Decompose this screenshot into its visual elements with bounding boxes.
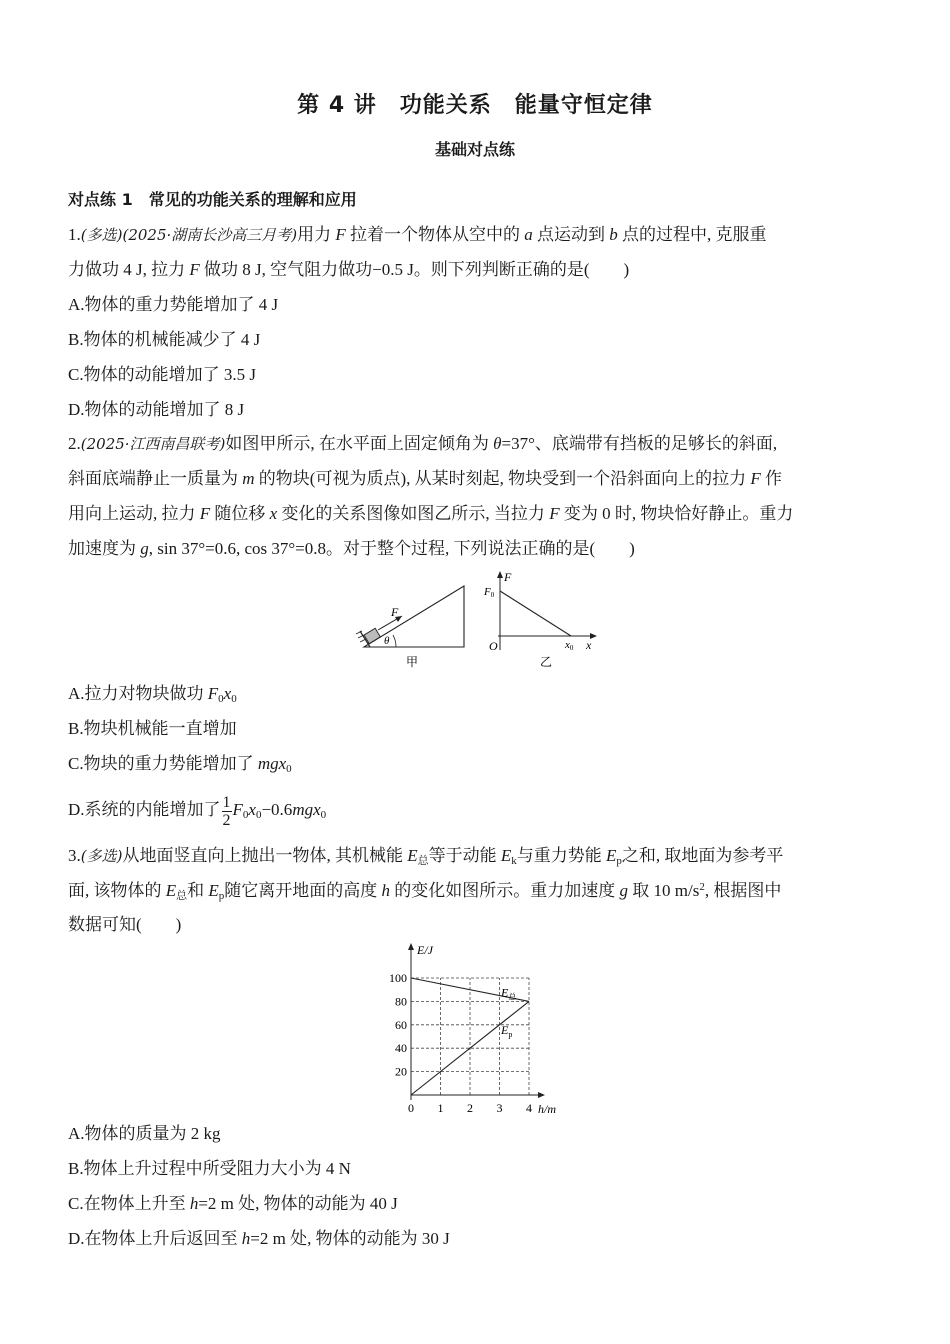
q3-stem-line-3: 数据可知( ) (68, 915, 182, 934)
y-tick-label: 60 (395, 1017, 407, 1032)
q2-figure (340, 568, 610, 672)
page-title: 第 4 讲 功能关系 能量守恒定律 (297, 93, 653, 118)
section-heading: 对点练 1 常见的功能关系的理解和应用 (68, 190, 357, 209)
q2-option-c: C.物块的重力势能增加了 mgx$_0$ (68, 754, 292, 775)
q1-option-a: A.物体的重力势能增加了 4 J (68, 295, 279, 314)
energy-height-chart (370, 940, 570, 1115)
fx-line (500, 591, 571, 636)
q2-stem-line-3: 用向上运动, 拉力 F 随位移 x 变化的关系图像如图乙所示, 当拉力 F 变为 0 时, 物块恰好静止。重力 (68, 504, 794, 523)
fx-origin-label: O (489, 639, 498, 653)
y-tick-label: 40 (395, 1041, 407, 1056)
x-tick-label: 0 (408, 1101, 414, 1115)
chart-x-axis-label: h/m (538, 1102, 556, 1115)
fx-x-label: x (586, 638, 592, 652)
x-tick-label: 3 (496, 1101, 503, 1115)
fx-x0-label: x0 (565, 639, 574, 652)
q2-stem-line-1: 2.(2025·江西南昌联考)如图甲所示, 在水平面上固定倾角为 θ=37°、底端带有挡板的足够长的斜面, (68, 434, 778, 453)
series-label-ep: $E_p$ (500, 1023, 513, 1040)
angle-label: θ (384, 635, 390, 647)
q1-option-c: C.物体的动能增加了 3.5 J (68, 365, 256, 384)
q3-stem-line-2: 面, 该物体的 $E_总$和 $E_p$随它离开地面的高度 h 的变化如图所示。重力加速度 g 取 10 $m/s^2$, 根据图中 (68, 881, 782, 902)
y-tick-label: 80 (395, 994, 407, 1009)
q3-option-c: C.在物体上升至 h=2 m 处, 物体的动能为 40 J (68, 1194, 398, 1213)
q3-option-b: B.物体上升过程中所受阻力大小为 4 N (68, 1159, 351, 1178)
q3-stem-line-1: 3.(多选)从地面竖直向上抛出一物体, 其机械能 $E_总$等于动能 $E_k$与重力势能 $E_p$之和, 取地面为参考平 (68, 846, 784, 867)
force-label: F (391, 605, 399, 619)
figure-jia-label: 甲 (406, 655, 419, 669)
fraction-one-half: $\frac{1}{2}$ (222, 793, 231, 829)
q2-option-b: B.物块机械能一直增加 (68, 719, 237, 738)
angle-arc (393, 635, 396, 647)
q1-stem-line-2: 力做功 4 J, 拉力 F 做功 8 J, 空气阻力做功−0.5 J。则下列判断正确的是( ) (68, 260, 630, 279)
figure-yi-label: 乙 (540, 655, 553, 669)
x-tick-label: 1 (437, 1101, 444, 1115)
y-tick-label: 20 (395, 1064, 407, 1079)
y-tick-label: 100 (389, 971, 407, 985)
fx-y-label: F (504, 570, 512, 584)
page-subtitle: 基础对点练 (434, 140, 515, 159)
x-tick-label: 2 (467, 1101, 473, 1115)
q3-option-d: D.在物体上升后返回至 h=2 m 处, 物体的动能为 30 J (68, 1229, 450, 1248)
series-label-e-total: $E_总$ (500, 985, 517, 1002)
q2-option-d: D.系统的内能增加了 $\frac{1}{2}$ $F_0x_0-0.6mgx_0$ (68, 793, 327, 829)
q2-stem-line-4: 加速度为 g, sin 37°=0.6, cos 37°=0.8。对于整个过程, 下列说法正确的是( ) (68, 539, 635, 558)
q1-option-b: B.物体的机械能减少了 4 J (68, 330, 261, 349)
chart-y-axis-label: E/J (417, 943, 433, 957)
q2-stem-line-2: 斜面底端静止一质量为 m 的物块(可视为质点), 从某时刻起, 物块受到一个沿斜面向上的拉力 F 作 (68, 469, 782, 488)
q2-option-a: A.拉力对物块做功 $F_0x_0$ (68, 684, 237, 705)
q1-stem-line-1: 1.(多选)(2025·湖南长沙高三月考)用力 F 拉着一个物体从空中的 a 点运动到 b 点的过程中, 克服重 (68, 225, 767, 244)
fx-f0-label: F0 (484, 586, 495, 599)
x-tick-label: 4 (526, 1101, 532, 1115)
q3-option-a: A.物体的质量为 2 kg (68, 1124, 221, 1143)
q1-option-d: D.物体的动能增加了 8 J (68, 400, 245, 419)
